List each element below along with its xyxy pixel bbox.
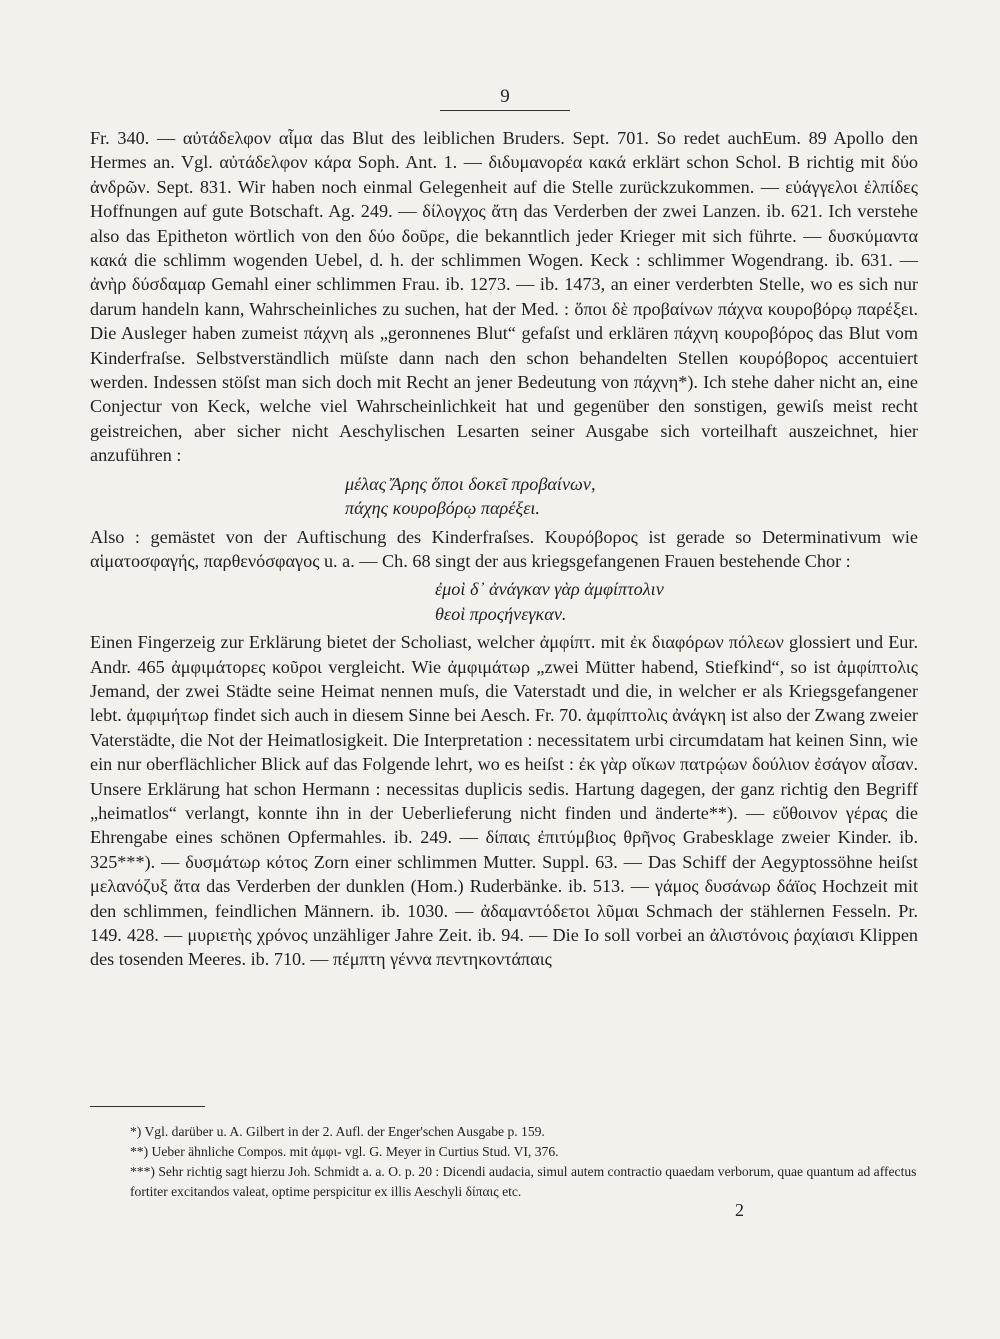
verse-line: πάχης κουροβόρῳ παρέξει. xyxy=(345,498,540,519)
paragraph-2: Also : gemästet von der Auftischung des Kinderfraſses. Κουρόβορος ist gerade so Determinativum wie αἱματοσφαγής, παρθενόσφαγος u. a. — Ch. 68 singt der aus kriegsgefangenen Frauen bestehende Chor : xyxy=(90,526,918,571)
footnote-3: ***) Sehr richtig sagt hierzu Joh. Schmidt a. a. O. p. 20 : Dicendi audacia, simul autem contractio quaedam verborum, quae quantum ad affectus fortiter excitandos valeat, optime perspicitur ex illis Aeschyli δίπαις etc. xyxy=(130,1164,917,1199)
footnotes xyxy=(90,1122,918,1202)
verse-line: θεοὶ προςήνεγκαν. xyxy=(435,603,567,624)
footnote-divider xyxy=(90,1106,205,1107)
paragraph-3: Einen Fingerzeig zur Erklärung bietet der Scholiast, welcher ἀμφίπτ. mit ἐκ διαφόρων πόλεων glossiert und Eur. Andr. 465 ἀμφιμάτορες κοῦροι vergleicht. Wie ἀμφιμάτωρ „zwei Mütter habend, Stiefkind“, so ist ἀμφίπτολις Jemand, der zwei Städte seine Heimat nennen muſs, die Vaterstadt und die, in welcher er als Kriegsgefangener lebt. ἀμφιμήτωρ findet sich auch in diesem Sinne bei Aesch. Fr. 70. ἀμφίπτολις ἀνάγκη ist also der Zwang zweier Vaterstädte, die Not der Heimatlosigkeit. Die Interpretation : necessitatem urbi circumdatam hat keinen Sinn, wie ein nur oberflächlicher Blick auf das Folgende lehrt, wo es heiſst : ἐκ γὰρ οἴκων πατρῴων δούλιον ἐσάγον αἶσαν. Unsere Erklärung hat schon Hermann : necessitas duplicis sedis. Hartung dagegen, der ganz richtig den Begriff „heimatlos“ verlangt, konnte ihn in der Ueberlieferung nicht finden und änderte**). — εὔθοινον γέρας die Ehrengabe eines schönen Opfermahles. ib. 249. — δίπαις ἐπιτύμβιος θρῆνος Grabesklage zweier Kinder. ib. 325***). — δυσμάτωρ κότος Zorn einer schlimmen Mutter. Suppl. 63. — Das Schiff der Aegyptossöhne heiſst μελανόζυξ ἄτα das Verderben der dunklen (Hom.) Ruderbänke. ib. 513. — γάμος δυσάνωρ δάϊος Hochzeit mit den schlimmen, feindlichen Männern. ib. 1030. — ἀδαμαντόδετοι λῦμαι Schmach der stählernen Fesseln. Pr. 149. 428. — μυριετὴς χρόνος unzähliger Jahre Zeit. ib. 94. — Die Io soll vorbei an ἀλιστόνοις ῥαχίαισι Klippen des tosenden Meeres. ib. 710. — πέμπτη γέννα πεντηκοντάπαις xyxy=(90,632,918,970)
page-number: 9 xyxy=(440,86,570,111)
footnote-1: *) Vgl. darüber u. A. Gilbert in der 2. Aufl. der Enger'schen Ausgabe p. 159. xyxy=(130,1124,545,1139)
verse-block-1 xyxy=(345,472,918,521)
footnote-2: **) Ueber ähnliche Compos. mit ἀμφι- vgl. G. Meyer in Curtius Stud. VI, 376. xyxy=(130,1144,559,1159)
main-text xyxy=(90,126,918,972)
verse-line: ἐμοὶ δ᾽ ἀνάγκαν γὰρ ἀμφίπτολιν xyxy=(435,579,664,600)
sheet-signature: 2 xyxy=(735,1200,744,1220)
verse-block-2 xyxy=(435,577,918,626)
paragraph-1: Fr. 340. — αὐτάδελφον αἷμα das Blut des leiblichen Bruders. Sept. 701. So redet auchEum. 89 Apollo den Hermes an. Vgl. αὐτάδελφον κάρα Soph. Ant. 1. — διδυμανορέα κακά erklärt schon Schol. B richtig mit δύο ἀνδρῶν. Sept. 831. Wir haben noch einmal Gelegenheit auf die Stelle zurückzukommen. — εὐάγγελοι ἐλπίδες Hoffnungen auf gute Botschaft. Ag. 249. — δίλογχος ἄτη das Verderben der zwei Lanzen. ib. 621. Ich verstehe also das Epitheton wörtlich von den δύο δοῦρε, die bekanntlich jeder Krieger mit sich führte. — δυσκύμαντα κακά die schlimm wogenden Uebel, d. h. der schlimmen Wogen. Keck : schlimmer Wogendrang. ib. 631. — ἀνὴρ δύσδαμαρ Gemahl einer schlimmen Frau. ib. 1273. — ib. 1473, an einer verderbten Stelle, wo es sich nur darum handeln kann, Wahrscheinliches zu suchen, hat der Med. : ὅποι δὲ προβαίνων πάχνα κουροβόρῳ παρέξει. Die Ausleger haben zumeist πάχνη als „geronnenes Blut“ gefaſst und erklären πάχνη κουροβόρος das Blut vom Kinderfraſse. Selbstverständlich müſste dann nach den schon behandelten Stellen κουρόβορος accentuiert werden. Indessen stöſst man sich doch mit Recht an jener Bedeutung von πάχνη*). Ich stehe daher nicht an, eine Conjectur von Keck, welche viel Wahrscheinlichkeit hat und gegenüber den sonstigen, gewiſs meist recht geistreichen, aber sicher nicht Aeschylischen Lesarten seiner Ausgabe sich vorteilhaft auszeichnet, hier anzuführen : xyxy=(90,128,918,466)
verse-line: μέλας Ἄρης ὅποι δοκεῖ προβαίνων, xyxy=(345,473,596,494)
